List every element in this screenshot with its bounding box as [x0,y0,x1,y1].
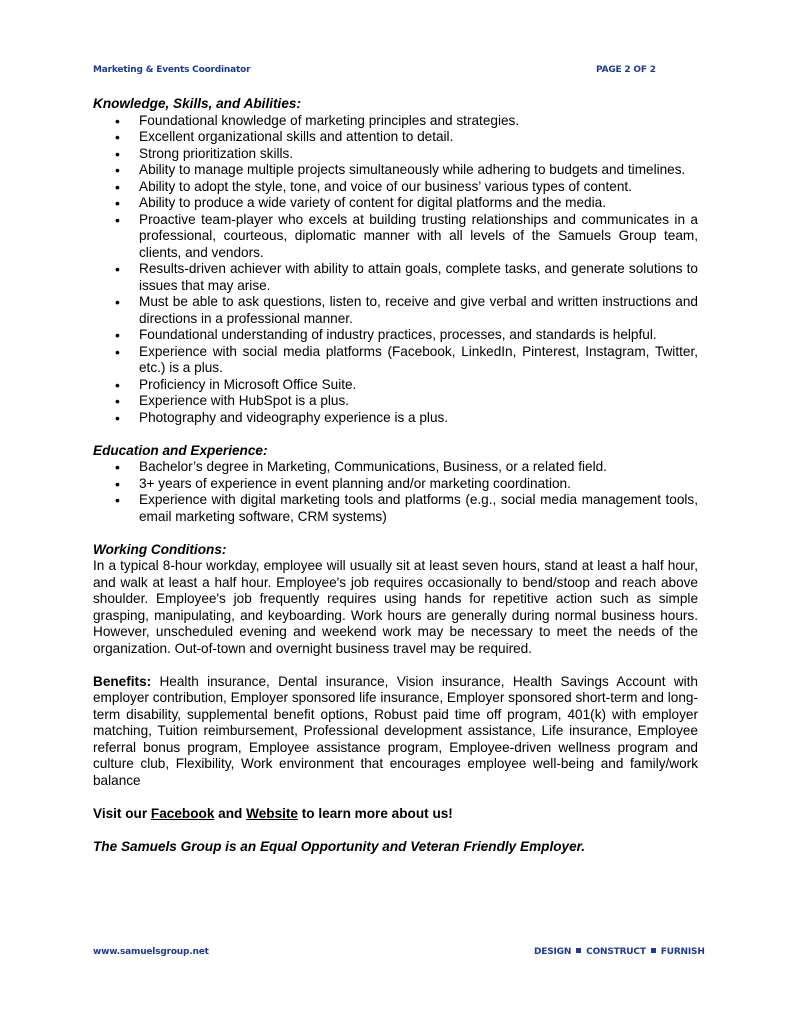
list-item: • Ability to manage multiple projects simultaneously while adhering to budgets and timelines. [139,162,698,179]
header-page-number: PAGE 2 OF 2 [596,65,656,75]
list-item: • Foundational knowledge of marketing principles and strategies. [139,113,698,130]
list-item: • Experience with social media platforms (Facebook, LinkedIn, Pinterest, Instagram, Twitter, etc.) is a plus. [139,344,698,377]
ksa-heading: Knowledge, Skills, and Abilities: [93,96,301,111]
header-job-title: Marketing & Events Coordinator [93,65,251,75]
footer-website-url[interactable]: www.samuelsgroup.net [93,947,209,957]
visit-suffix: to learn more about us! [298,805,453,821]
visit-and: and [214,805,247,821]
working-conditions-heading: Working Conditions: [93,541,227,557]
benefits-text: Health insurance, Dental insurance, Vision insurance, Health Savings Account with employer contribution, Employer sponsored life insurance, Employer sponsored short-term and long-term disability, supplemental benefit options, Robust paid time off program, 401(k) with employer matching, Tuition reimbursement, Professional development assistance, Life insurance, Employee referral bonus program, Employee assistance program, Employee-driven wellness program and culture club, Flexibility, Work environment that encourages employee well-being and family/work balance [93,673,698,788]
list-item: • Proficiency in Microsoft Office Suite. [139,377,698,394]
benefits-label: Benefits: [93,673,152,689]
list-item: • Ability to produce a wide variety of content for digital platforms and the media. [139,195,698,212]
square-separator-icon [576,948,581,953]
tagline-furnish: FURNISH [660,947,705,957]
list-item: • Photography and videography experience is a plus. [139,410,698,427]
list-item: • Ability to adopt the style, tone, and voice of our business’ various types of content. [139,179,698,196]
list-item: • Experience with HubSpot is a plus. [139,393,698,410]
tagline-construct: CONSTRUCT [586,947,646,957]
list-item: • Foundational understanding of industry practices, processes, and standards is helpful. [139,327,698,344]
square-separator-icon [651,948,656,953]
education-heading: Education and Experience: [93,442,268,458]
footer-tagline [534,947,705,957]
list-item: • Bachelor’s degree in Marketing, Communications, Business, or a related field. [139,459,698,476]
list-item: • Must be able to ask questions, listen to, receive and give verbal and written instructions and directions in a professional manner. [139,294,698,327]
list-item: • Experience with digital marketing tools and platforms (e.g., social media management tools, email marketing software, CRM systems) [139,492,698,525]
list-item: • Excellent organizational skills and attention to detail. [139,129,698,146]
ksa-list [93,113,698,427]
visit-line [93,806,698,823]
list-item: • Results-driven achiever with ability to attain goals, complete tasks, and generate solutions to issues that may arise. [139,261,698,294]
website-link[interactable]: Website [246,805,298,821]
tagline-design: DESIGN [534,947,572,957]
list-item: • Strong prioritization skills. [139,146,698,163]
eeo-statement: The Samuels Group is an Equal Opportunity and Veteran Friendly Employer. [93,838,585,854]
document-body [93,96,698,855]
visit-prefix: Visit our [93,805,151,821]
list-item: • Proactive team-player who excels at building trusting relationships and communicates in a professional, courteous, diplomatic manner with all levels of the Samuels Group team, clients, and vendors. [139,212,698,262]
list-item: • 3+ years of experience in event planning and/or marketing coordination. [139,476,698,493]
facebook-link[interactable]: Facebook [150,805,215,821]
working-conditions-text: In a typical 8-hour workday, employee will usually sit at least seven hours, stand at least a half hour, and walk at least a half hour. Employee's job requires occasionally to bend/stoop and reach above shoulder. Employee's job frequently requires using hands for repetitive action such as simple grasping, manipulating, and keyboarding. Work hours are generally during normal business hours. However, unscheduled evening and weekend work may be necessary to meet the needs of the organization. Out-of-town and overnight business travel may be required. [93,558,698,656]
benefits-paragraph [93,674,698,790]
education-list [93,459,698,525]
